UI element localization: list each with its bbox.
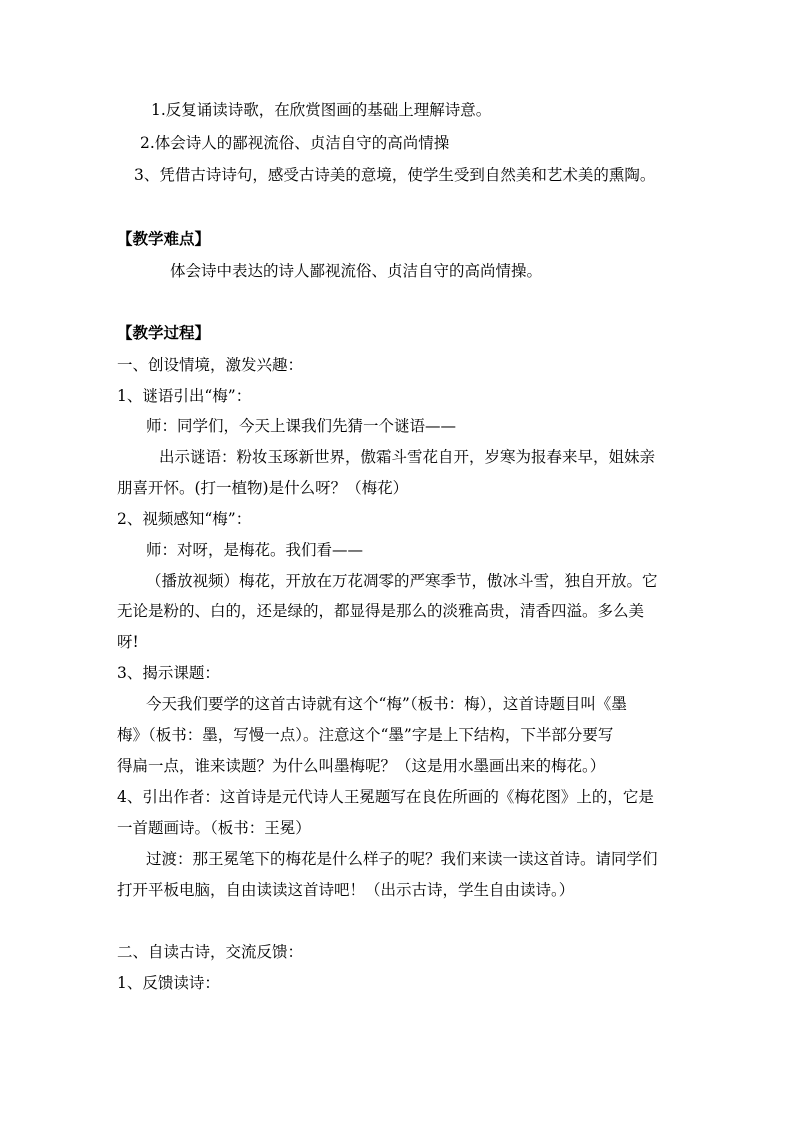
section2-line: 无论是粉的、白的，还是绿的，都显得是那么的淡雅高贵，清香四溢。多么美 (117, 602, 645, 620)
section3-line: 得扁一点，谁来读题？为什么叫墨梅呢？（这是用水墨画出来的梅花。） (117, 757, 606, 775)
section2-title: 2、视频感知“梅”： (117, 510, 252, 528)
difficulty-heading: 【教学难点】 (117, 229, 211, 248)
section1-line: 出示谜语：粉妆玉琢新世界，傲霜斗雪花自开，岁寒为报春来早，姐妹亲 (159, 448, 656, 466)
section3-title: 3、揭示课题： (117, 664, 220, 682)
section4-line: 打开平板电脑，自由读读这首诗吧！（出示古诗，学生自由读诗。） (117, 881, 575, 899)
section3-line: 今天我们要学的这首古诗就有这个“梅”（板书：梅），这首诗题目叫《墨 (146, 695, 627, 713)
section4-line: 一首题画诗。（板书：王冕） (117, 819, 311, 837)
section4-line: 过渡：那王冕笔下的梅花是什么样子的呢？我们来读一读这首诗。请同学们 (146, 850, 658, 868)
objective-item-2: 2.体会诗人的鄙视流俗、贞洁自守的高尚情操 (140, 134, 450, 152)
section1-title: 1、谜语引出“梅”： (117, 387, 252, 405)
section3-line: 梅》（板书：墨，写慢一点）。注意这个“墨”字是上下结构，下半部分要写 (117, 726, 614, 744)
part1-title: 一、创设情境，激发兴趣： (117, 356, 304, 374)
section2-line: （播放视频）梅花，开放在万花凋零的严寒季节，傲冰斗雪，独自开放。它 (146, 572, 658, 590)
section4-line: 4、引出作者：这首诗是元代诗人王冕题写在良佐所画的《梅花图》上的，它是 (117, 788, 654, 806)
section2-line: 师：对呀，是梅花。我们看—— (146, 541, 364, 559)
process-heading: 【教学过程】 (117, 323, 211, 342)
section1-line: 朋喜开怀。(打一植物)是什么呀？（梅花） (117, 479, 409, 497)
objective-item-1: 1.反复诵读诗歌，在欣赏图画的基础上理解诗意。 (151, 101, 492, 119)
difficulty-text: 体会诗中表达的诗人鄙视流俗、贞洁自守的高尚情操。 (170, 262, 543, 280)
part2-section1-title: 1、反馈读诗： (117, 974, 220, 992)
section2-line: 呀! (117, 633, 139, 651)
part2-title: 二、自读古诗，交流反馈： (117, 943, 304, 961)
section1-line: 师：同学们，今天上课我们先猜一个谜语—— (146, 417, 457, 435)
objective-item-3: 3、凭借古诗诗句，感受古诗美的意境，使学生受到自然美和艺术美的熏陶。 (134, 166, 656, 184)
